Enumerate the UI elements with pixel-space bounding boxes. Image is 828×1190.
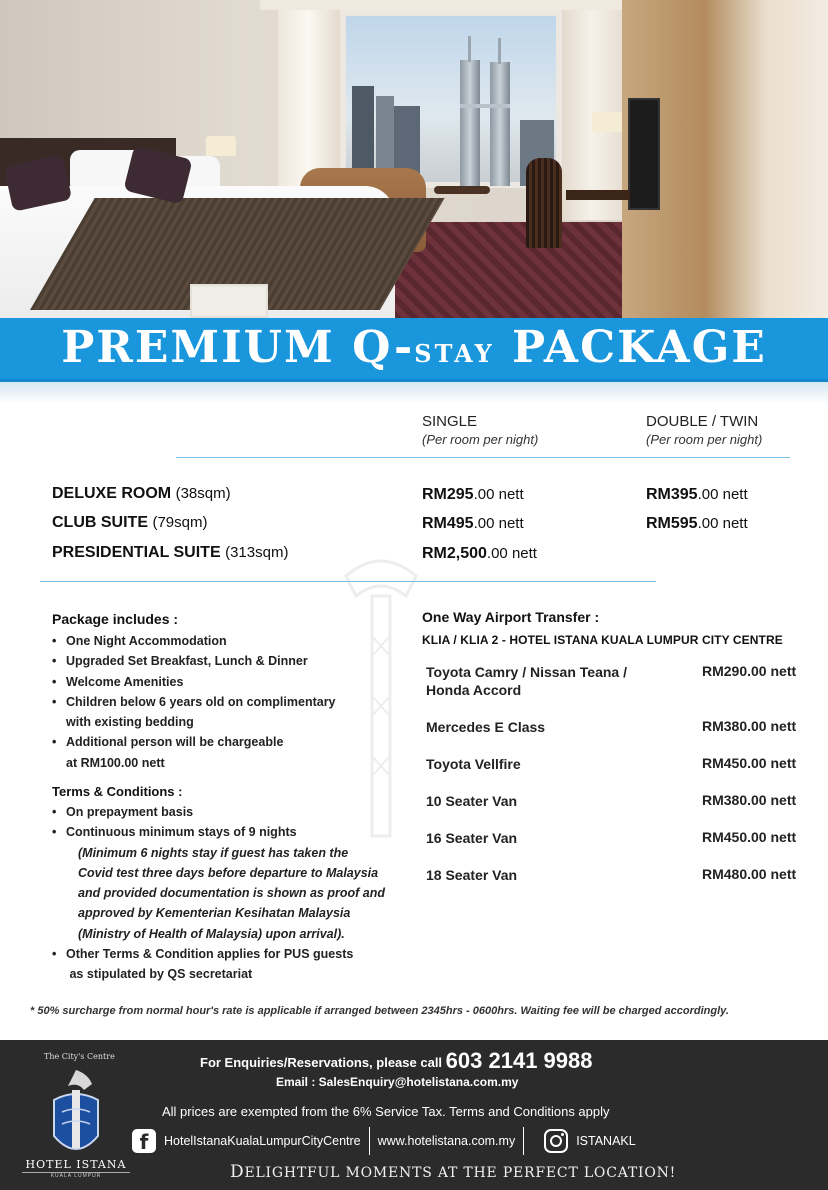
package-title: PREMIUM Q-STAY PACKAGE [61,322,767,373]
list-item: • Children below 6 years old on complimentary with existing bedding [52,692,412,733]
list-item: • One Night Accommodation [52,631,412,651]
email-address[interactable]: Email : SalesEnquiry@hotelistana.com.my [276,1075,519,1089]
transfer-price: RM450.00 nett [702,829,797,845]
social-links [132,1126,636,1156]
transfer-vehicle: 10 Seater Van [426,793,518,809]
room-deluxe: DELUXE ROOM (38sqm) [52,485,231,502]
instagram-icon[interactable] [544,1129,568,1153]
list-item: • Upgraded Set Breakfast, Lunch & Dinner [52,651,412,671]
list-item: • On prepayment basis [52,802,412,822]
transfer-price: RM380.00 nett [702,792,797,808]
single-column-sub: (Per room per night) [422,432,539,447]
double-column-header: DOUBLE / TWIN [646,413,759,430]
price-club-double: RM595.00 nett [646,515,748,532]
list-item: • Continuous minimum stays of 9 nights (Minimum 6 nights stay if guest has taken the Covid test three days before departure to Malaysia and provided documentation is shown as proof and approved by Kementerian Kesihatan Malaysia (Ministry of Health of Malaysia) upon arrival). [52,822,412,944]
transfer-vehicle: Mercedes E Class [426,719,546,735]
room-presidential-suite: PRESIDENTIAL SUITE (313sqm) [52,544,289,561]
price-presidential-single: RM2,500.00 nett [422,545,537,562]
price-club-single: RM495.00 nett [422,515,524,532]
divider [176,457,790,458]
list-item: • Welcome Amenities [52,672,412,692]
website-link[interactable]: www.hotelistana.com.my [377,1134,516,1148]
transfer-vehicle: 16 Seater Van [426,830,518,846]
list-item: • Additional person will be chargeable at RM100.00 nett [52,732,412,773]
surcharge-footnote: * 50% surcharge from normal hour's rate is applicable if arranged between 2345hrs - 0600hrs. Waiting fee will be charged accordingly. [30,1005,729,1017]
price-deluxe-double: RM395.00 nett [646,486,748,503]
room-club-suite: CLUB SUITE (79sqm) [52,514,208,531]
hotel-logo-sub: KUALA LUMPUR [50,1173,102,1179]
package-includes-title: Package includes : [52,611,179,627]
separator [369,1127,370,1155]
hero-photo [0,0,828,318]
package-includes-list [52,631,412,773]
facebook-icon[interactable]: f [132,1129,156,1153]
transfer-price: RM480.00 nett [702,866,797,882]
transfer-price: RM380.00 nett [702,718,797,734]
list-item: • Other Terms & Condition applies for PUS guests as stipulated by QS secretariat [52,944,412,985]
footer [0,1040,828,1190]
airport-transfer-route: KLIA / KLIA 2 - HOTEL ISTANA KUALA LUMPUR CITY CENTRE [422,633,783,647]
title-banner [0,318,828,382]
transfer-vehicle: Toyota Camry / Nissan Teana / Honda Accord [426,664,627,698]
airport-transfer-title: One Way Airport Transfer : [422,609,600,625]
tax-note: All prices are exempted from the 6% Service Tax. Terms and Conditions apply [162,1104,610,1119]
tv [628,98,660,210]
logo-caption: The City's Centre [44,1052,115,1061]
hotel-logo-name: HOTEL ISTANA [22,1158,130,1173]
tagline: DELIGHTFUL MOMENTS AT THE PERFECT LOCATION! [230,1162,677,1182]
phone-number[interactable]: 603 2141 9988 [445,1048,593,1073]
transfer-vehicle: 18 Seater Van [426,867,518,883]
transfer-price: RM290.00 nett [702,663,797,679]
terms-title: Terms & Conditions : [52,784,183,799]
transfer-vehicle: Toyota Vellfire [426,756,521,772]
price-deluxe-single: RM295.00 nett [422,486,524,503]
transfer-price: RM450.00 nett [702,755,797,771]
divider [40,581,656,582]
terms-list [52,802,412,985]
instagram-handle[interactable]: ISTANAKL [576,1134,636,1148]
enquiry-line: For Enquiries/Reservations, please call 603 2141 9988 [200,1048,593,1073]
hotel-crest-icon [48,1066,104,1162]
double-column-sub: (Per room per night) [646,432,763,447]
single-column-header: SINGLE [422,413,478,430]
separator [523,1127,524,1155]
facebook-handle[interactable]: HotelIstanaKualaLumpurCityCentre [164,1134,361,1148]
